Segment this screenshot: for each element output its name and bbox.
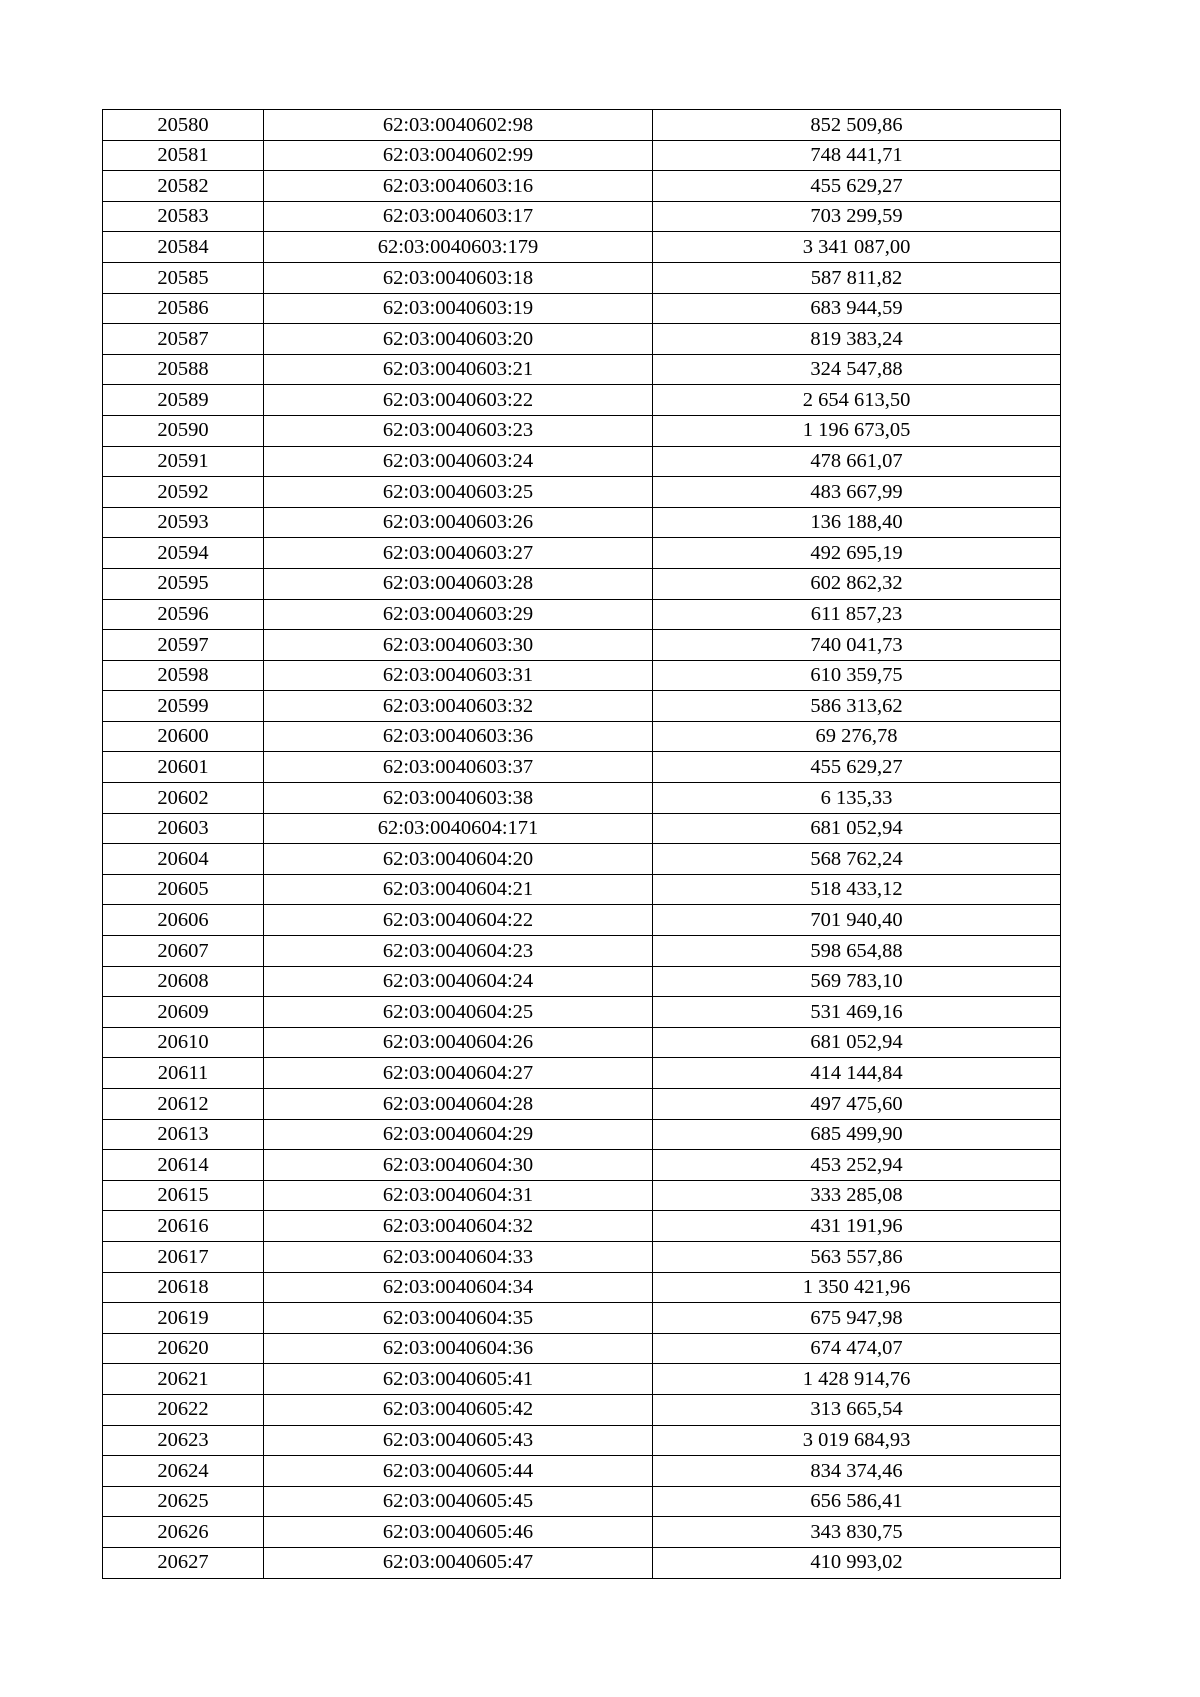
cadastral-value-cell: 518 433,12 <box>653 874 1061 905</box>
cadastral-value-table <box>102 109 1061 1579</box>
table-row <box>103 630 1061 661</box>
table-row <box>103 1517 1061 1548</box>
cadastral-number-cell: 62:03:0040603:36 <box>264 721 653 752</box>
row-number-cell: 20627 <box>103 1547 264 1578</box>
cadastral-value-cell: 703 299,59 <box>653 201 1061 232</box>
cadastral-number-cell: 62:03:0040603:37 <box>264 752 653 783</box>
table-row <box>103 415 1061 446</box>
cadastral-number-cell: 62:03:0040604:21 <box>264 874 653 905</box>
table-row <box>103 1119 1061 1150</box>
table-row <box>103 1333 1061 1364</box>
cadastral-value-cell: 343 830,75 <box>653 1517 1061 1548</box>
table-row <box>103 844 1061 875</box>
cadastral-value-cell: 3 019 684,93 <box>653 1425 1061 1456</box>
table-row <box>103 201 1061 232</box>
cadastral-value-cell: 324 547,88 <box>653 354 1061 385</box>
cadastral-number-cell: 62:03:0040603:19 <box>264 293 653 324</box>
row-number-cell: 20580 <box>103 110 264 141</box>
cadastral-value-cell: 455 629,27 <box>653 752 1061 783</box>
row-number-cell: 20603 <box>103 813 264 844</box>
cadastral-value-cell: 410 993,02 <box>653 1547 1061 1578</box>
cadastral-number-cell: 62:03:0040603:31 <box>264 660 653 691</box>
table-row <box>103 1364 1061 1395</box>
cadastral-number-cell: 62:03:0040604:34 <box>264 1272 653 1303</box>
cadastral-number-cell: 62:03:0040603:30 <box>264 630 653 661</box>
cadastral-number-cell: 62:03:0040604:24 <box>264 966 653 997</box>
row-number-cell: 20596 <box>103 599 264 630</box>
cadastral-number-cell: 62:03:0040603:23 <box>264 415 653 446</box>
cadastral-number-cell: 62:03:0040603:27 <box>264 538 653 569</box>
cadastral-number-cell: 62:03:0040603:17 <box>264 201 653 232</box>
row-number-cell: 20612 <box>103 1089 264 1120</box>
cadastral-number-cell: 62:03:0040603:20 <box>264 324 653 355</box>
cadastral-number-cell: 62:03:0040603:22 <box>264 385 653 416</box>
table-row <box>103 1150 1061 1181</box>
row-number-cell: 20595 <box>103 568 264 599</box>
cadastral-number-cell: 62:03:0040604:27 <box>264 1058 653 1089</box>
table-row <box>103 507 1061 538</box>
row-number-cell: 20619 <box>103 1303 264 1334</box>
row-number-cell: 20593 <box>103 507 264 538</box>
cadastral-number-cell: 62:03:0040604:28 <box>264 1089 653 1120</box>
cadastral-value-cell: 453 252,94 <box>653 1150 1061 1181</box>
cadastral-number-cell: 62:03:0040604:30 <box>264 1150 653 1181</box>
cadastral-value-cell: 656 586,41 <box>653 1486 1061 1517</box>
table-row <box>103 874 1061 905</box>
cadastral-number-cell: 62:03:0040603:16 <box>264 171 653 202</box>
table-row <box>103 691 1061 722</box>
cadastral-number-cell: 62:03:0040602:99 <box>264 140 653 171</box>
row-number-cell: 20581 <box>103 140 264 171</box>
cadastral-value-cell: 587 811,82 <box>653 262 1061 293</box>
cadastral-number-cell: 62:03:0040605:43 <box>264 1425 653 1456</box>
table-row <box>103 1425 1061 1456</box>
cadastral-value-cell: 611 857,23 <box>653 599 1061 630</box>
table-row <box>103 262 1061 293</box>
cadastral-number-cell: 62:03:0040605:46 <box>264 1517 653 1548</box>
cadastral-value-cell: 1 428 914,76 <box>653 1364 1061 1395</box>
cadastral-value-cell: 569 783,10 <box>653 966 1061 997</box>
cadastral-value-cell: 568 762,24 <box>653 844 1061 875</box>
row-number-cell: 20605 <box>103 874 264 905</box>
row-number-cell: 20614 <box>103 1150 264 1181</box>
table-row <box>103 1241 1061 1272</box>
cadastral-value-cell: 675 947,98 <box>653 1303 1061 1334</box>
row-number-cell: 20604 <box>103 844 264 875</box>
table-row <box>103 997 1061 1028</box>
cadastral-number-cell: 62:03:0040603:38 <box>264 783 653 814</box>
row-number-cell: 20611 <box>103 1058 264 1089</box>
row-number-cell: 20584 <box>103 232 264 263</box>
row-number-cell: 20617 <box>103 1241 264 1272</box>
row-number-cell: 20622 <box>103 1394 264 1425</box>
row-number-cell: 20591 <box>103 446 264 477</box>
cadastral-value-cell: 1 350 421,96 <box>653 1272 1061 1303</box>
cadastral-number-cell: 62:03:0040603:29 <box>264 599 653 630</box>
cadastral-value-cell: 683 944,59 <box>653 293 1061 324</box>
row-number-cell: 20610 <box>103 1027 264 1058</box>
cadastral-number-cell: 62:03:0040603:21 <box>264 354 653 385</box>
table-row <box>103 1211 1061 1242</box>
table-row <box>103 1547 1061 1578</box>
cadastral-number-cell: 62:03:0040605:44 <box>264 1456 653 1487</box>
cadastral-number-cell: 62:03:0040604:31 <box>264 1180 653 1211</box>
cadastral-value-cell: 483 667,99 <box>653 477 1061 508</box>
row-number-cell: 20582 <box>103 171 264 202</box>
cadastral-value-cell: 685 499,90 <box>653 1119 1061 1150</box>
row-number-cell: 20585 <box>103 262 264 293</box>
cadastral-number-cell: 62:03:0040603:26 <box>264 507 653 538</box>
table-row <box>103 324 1061 355</box>
row-number-cell: 20601 <box>103 752 264 783</box>
table-row <box>103 1027 1061 1058</box>
cadastral-number-cell: 62:03:0040605:45 <box>264 1486 653 1517</box>
cadastral-number-cell: 62:03:0040602:98 <box>264 110 653 141</box>
table-row <box>103 1089 1061 1120</box>
cadastral-value-cell: 492 695,19 <box>653 538 1061 569</box>
table-row <box>103 140 1061 171</box>
table-row <box>103 660 1061 691</box>
cadastral-value-cell: 834 374,46 <box>653 1456 1061 1487</box>
table-row <box>103 599 1061 630</box>
cadastral-number-cell: 62:03:0040603:25 <box>264 477 653 508</box>
row-number-cell: 20590 <box>103 415 264 446</box>
row-number-cell: 20609 <box>103 997 264 1028</box>
row-number-cell: 20626 <box>103 1517 264 1548</box>
cadastral-value-cell: 852 509,86 <box>653 110 1061 141</box>
table-row <box>103 721 1061 752</box>
row-number-cell: 20625 <box>103 1486 264 1517</box>
cadastral-value-cell: 602 862,32 <box>653 568 1061 599</box>
table-row <box>103 752 1061 783</box>
cadastral-number-cell: 62:03:0040605:41 <box>264 1364 653 1395</box>
cadastral-value-cell: 701 940,40 <box>653 905 1061 936</box>
row-number-cell: 20621 <box>103 1364 264 1395</box>
cadastral-value-cell: 740 041,73 <box>653 630 1061 661</box>
cadastral-value-cell: 478 661,07 <box>653 446 1061 477</box>
table-row <box>103 1180 1061 1211</box>
row-number-cell: 20616 <box>103 1211 264 1242</box>
cadastral-value-cell: 313 665,54 <box>653 1394 1061 1425</box>
row-number-cell: 20606 <box>103 905 264 936</box>
cadastral-value-cell: 1 196 673,05 <box>653 415 1061 446</box>
cadastral-number-cell: 62:03:0040604:32 <box>264 1211 653 1242</box>
cadastral-value-cell: 333 285,08 <box>653 1180 1061 1211</box>
row-number-cell: 20602 <box>103 783 264 814</box>
table-row <box>103 110 1061 141</box>
row-number-cell: 20623 <box>103 1425 264 1456</box>
row-number-cell: 20598 <box>103 660 264 691</box>
row-number-cell: 20618 <box>103 1272 264 1303</box>
cadastral-number-cell: 62:03:0040603:18 <box>264 262 653 293</box>
cadastral-value-cell: 819 383,24 <box>653 324 1061 355</box>
table-row <box>103 1303 1061 1334</box>
cadastral-value-cell: 497 475,60 <box>653 1089 1061 1120</box>
table-row <box>103 232 1061 263</box>
row-number-cell: 20589 <box>103 385 264 416</box>
cadastral-value-cell: 681 052,94 <box>653 1027 1061 1058</box>
cadastral-value-cell: 414 144,84 <box>653 1058 1061 1089</box>
table-row <box>103 568 1061 599</box>
cadastral-value-cell: 431 191,96 <box>653 1211 1061 1242</box>
table-row <box>103 293 1061 324</box>
row-number-cell: 20583 <box>103 201 264 232</box>
cadastral-number-cell: 62:03:0040604:25 <box>264 997 653 1028</box>
cadastral-number-cell: 62:03:0040605:42 <box>264 1394 653 1425</box>
cadastral-value-cell: 586 313,62 <box>653 691 1061 722</box>
cadastral-number-cell: 62:03:0040604:35 <box>264 1303 653 1334</box>
cadastral-number-cell: 62:03:0040603:24 <box>264 446 653 477</box>
cadastral-value-cell: 136 188,40 <box>653 507 1061 538</box>
table-row <box>103 1394 1061 1425</box>
table-row <box>103 1058 1061 1089</box>
cadastral-number-cell: 62:03:0040603:28 <box>264 568 653 599</box>
table-row <box>103 385 1061 416</box>
cadastral-value-cell: 674 474,07 <box>653 1333 1061 1364</box>
cadastral-value-cell: 610 359,75 <box>653 660 1061 691</box>
cadastral-value-cell: 3 341 087,00 <box>653 232 1061 263</box>
cadastral-number-cell: 62:03:0040604:171 <box>264 813 653 844</box>
row-number-cell: 20588 <box>103 354 264 385</box>
cadastral-number-cell: 62:03:0040604:20 <box>264 844 653 875</box>
cadastral-number-cell: 62:03:0040604:33 <box>264 1241 653 1272</box>
table-row <box>103 538 1061 569</box>
cadastral-value-cell: 2 654 613,50 <box>653 385 1061 416</box>
row-number-cell: 20594 <box>103 538 264 569</box>
row-number-cell: 20599 <box>103 691 264 722</box>
row-number-cell: 20613 <box>103 1119 264 1150</box>
table-row <box>103 477 1061 508</box>
row-number-cell: 20586 <box>103 293 264 324</box>
cadastral-value-cell: 69 276,78 <box>653 721 1061 752</box>
table-row <box>103 446 1061 477</box>
row-number-cell: 20587 <box>103 324 264 355</box>
cadastral-number-cell: 62:03:0040605:47 <box>264 1547 653 1578</box>
cadastral-value-cell: 531 469,16 <box>653 997 1061 1028</box>
table-row <box>103 1456 1061 1487</box>
cadastral-number-cell: 62:03:0040603:179 <box>264 232 653 263</box>
cadastral-value-cell: 681 052,94 <box>653 813 1061 844</box>
table-row <box>103 966 1061 997</box>
cadastral-value-cell: 598 654,88 <box>653 936 1061 967</box>
row-number-cell: 20608 <box>103 966 264 997</box>
row-number-cell: 20615 <box>103 1180 264 1211</box>
cadastral-value-cell: 455 629,27 <box>653 171 1061 202</box>
table-row <box>103 1272 1061 1303</box>
cadastral-value-cell: 748 441,71 <box>653 140 1061 171</box>
table-row <box>103 905 1061 936</box>
row-number-cell: 20620 <box>103 1333 264 1364</box>
row-number-cell: 20592 <box>103 477 264 508</box>
row-number-cell: 20607 <box>103 936 264 967</box>
table-row <box>103 171 1061 202</box>
table-row <box>103 813 1061 844</box>
cadastral-number-cell: 62:03:0040604:29 <box>264 1119 653 1150</box>
cadastral-number-cell: 62:03:0040604:36 <box>264 1333 653 1364</box>
cadastral-number-cell: 62:03:0040604:23 <box>264 936 653 967</box>
row-number-cell: 20597 <box>103 630 264 661</box>
table-row <box>103 1486 1061 1517</box>
cadastral-number-cell: 62:03:0040603:32 <box>264 691 653 722</box>
table-row <box>103 936 1061 967</box>
row-number-cell: 20624 <box>103 1456 264 1487</box>
table-body <box>103 110 1061 1579</box>
cadastral-number-cell: 62:03:0040604:26 <box>264 1027 653 1058</box>
cadastral-value-cell: 6 135,33 <box>653 783 1061 814</box>
table-row <box>103 354 1061 385</box>
cadastral-number-cell: 62:03:0040604:22 <box>264 905 653 936</box>
cadastral-value-cell: 563 557,86 <box>653 1241 1061 1272</box>
table-row <box>103 783 1061 814</box>
row-number-cell: 20600 <box>103 721 264 752</box>
